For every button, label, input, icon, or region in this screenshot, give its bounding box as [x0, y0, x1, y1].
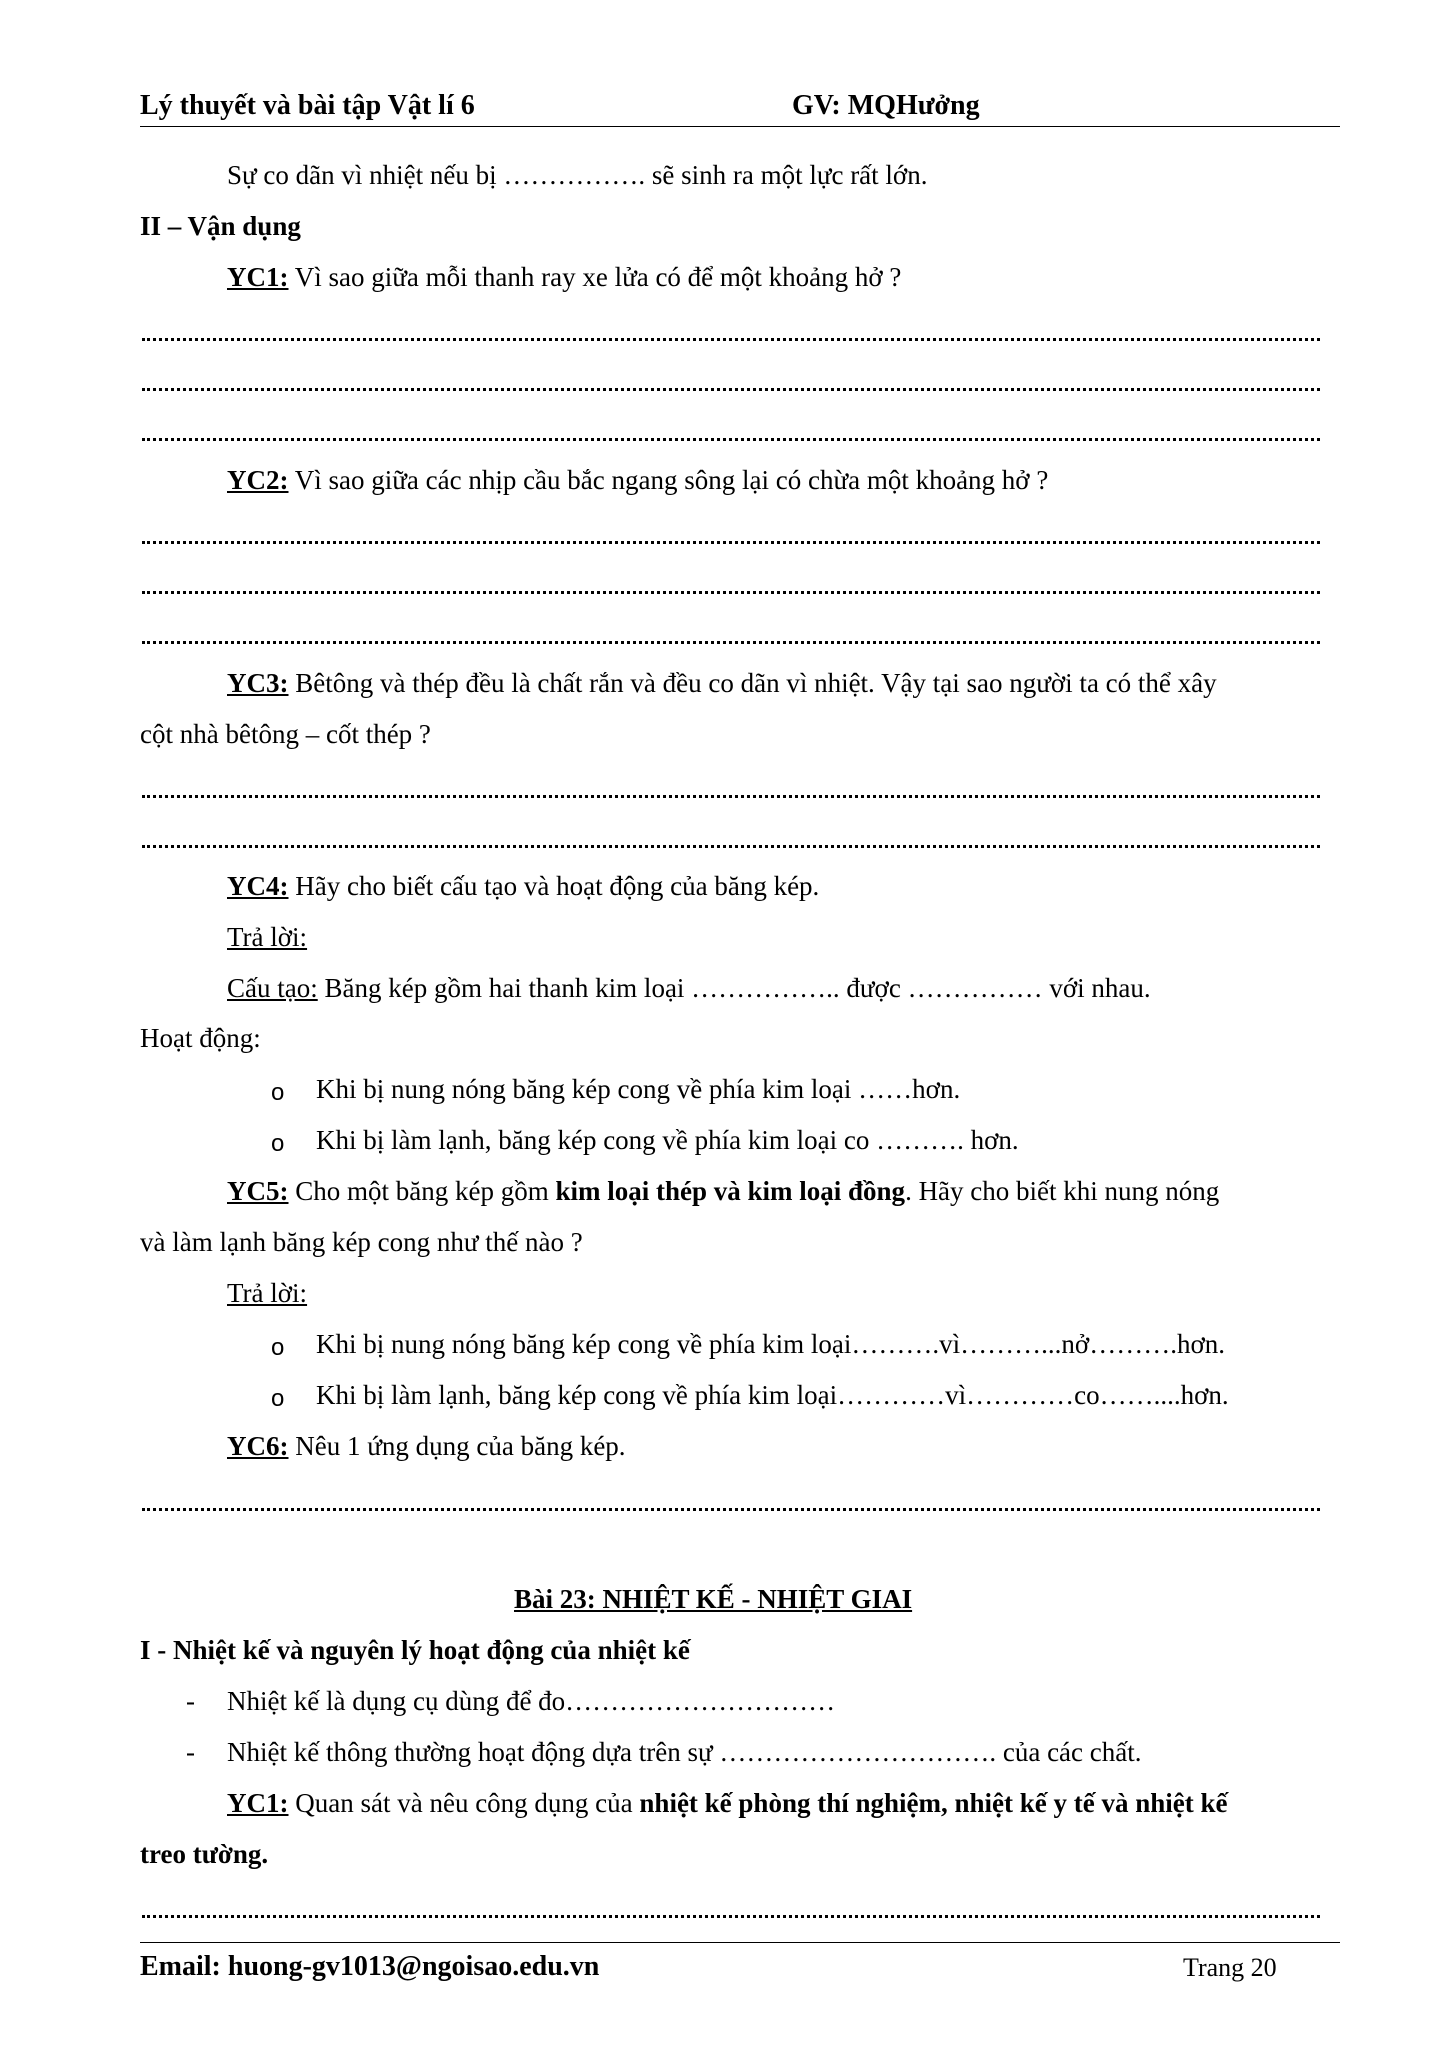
- dash-item: Nhiệt kế là dụng cụ dùng để đo…………………………: [227, 1686, 836, 1716]
- structure-line: [227, 975, 1151, 1002]
- answer-line[interactable]: [142, 591, 1320, 594]
- question-text: Nêu 1 ứng dụng của băng kép.: [288, 1431, 626, 1461]
- question-text: . Hãy cho biết khi nung nóng: [905, 1176, 1220, 1206]
- question-label: YC6:: [227, 1431, 289, 1461]
- answer-line[interactable]: [142, 338, 1320, 341]
- answer-line[interactable]: [142, 1508, 1320, 1511]
- question-yc3-line1: [227, 670, 1320, 697]
- question-yc4: [227, 873, 819, 900]
- bullet-circle-icon: o: [271, 1385, 285, 1412]
- answer-line[interactable]: [142, 1915, 1320, 1918]
- lesson-question-yc1-line2: treo tường.: [140, 1839, 269, 1869]
- header-author: GV: MQHưởng: [792, 90, 980, 121]
- footer-email: Email: huong-gv1013@ngoisao.edu.vn: [140, 1951, 600, 1982]
- question-yc5-line2: và làm lạnh băng kép cong như thế nào ?: [140, 1227, 583, 1257]
- answer-label: Trả lời:: [227, 922, 308, 952]
- bullet-item: Khi bị làm lạnh, băng kép cong về phía kim loại…………vì…………co……....hơn.: [316, 1380, 1229, 1410]
- question-yc1: [227, 264, 901, 291]
- question-text: Hãy cho biết cấu tạo và hoạt động của băng kép.: [288, 871, 820, 901]
- answer-label: Trả lời:: [227, 1278, 308, 1308]
- bullet-circle-icon: o: [271, 1079, 285, 1106]
- question-yc2: [227, 467, 1048, 494]
- section-title-nhiet-ke: I - Nhiệt kế và nguyên lý hoạt động của nhiệt kế: [140, 1635, 690, 1665]
- question-label: YC1:: [227, 262, 289, 292]
- bullet-item: Khi bị làm lạnh, băng kép cong về phía kim loại co ………. hơn.: [316, 1125, 1019, 1155]
- footer-page-number: Trang 20: [1183, 1953, 1277, 1982]
- question-text-bold: kim loại thép và kim loại đồng: [555, 1176, 906, 1206]
- answer-line[interactable]: [142, 541, 1320, 544]
- question-text: Vì sao giữa mỗi thanh ray xe lửa có để một khoảng hở ?: [288, 262, 902, 292]
- activity-label: Hoạt động:: [140, 1023, 261, 1053]
- question-yc5-line1: [227, 1178, 1219, 1205]
- bullet-item: Khi bị nung nóng băng kép cong về phía kim loại ……hơn.: [316, 1074, 961, 1104]
- bullet-circle-icon: o: [271, 1334, 285, 1361]
- question-text: Vì sao giữa các nhịp cầu bắc ngang sông lại có chừa một khoảng hở ?: [288, 465, 1049, 495]
- structure-text: Băng kép gồm hai thanh kim loại …………….. được …………… với nhau.: [317, 973, 1151, 1003]
- question-label: YC1:: [227, 1788, 289, 1818]
- question-text: Cho một băng kép gồm: [288, 1176, 556, 1206]
- question-label: YC2:: [227, 465, 289, 495]
- bullet-circle-icon: o: [271, 1130, 285, 1157]
- answer-line[interactable]: [142, 388, 1320, 391]
- answer-line[interactable]: [142, 641, 1320, 644]
- structure-label: Cấu tạo:: [227, 973, 318, 1003]
- question-yc3-line2: cột nhà bêtông – cốt thép ?: [140, 719, 431, 749]
- bullet-item: Khi bị nung nóng băng kép cong về phía kim loại……….vì………...nở……….hơn.: [316, 1329, 1225, 1359]
- section-title-van-dung: II – Vận dụng: [140, 211, 301, 241]
- answer-line[interactable]: [142, 795, 1320, 798]
- dash-item: Nhiệt kế thông thường hoạt động dựa trên sự …………………………. của các chất.: [227, 1737, 1142, 1767]
- answer-line[interactable]: [142, 845, 1320, 848]
- question-yc6: [227, 1433, 626, 1460]
- footer-rule: [140, 1942, 1340, 1943]
- intro-line: Sự co dãn vì nhiệt nếu bị ……………. sẽ sinh ra một lực rất lớn.: [227, 160, 928, 190]
- lesson-question-yc1-line1: [227, 1790, 1227, 1817]
- header-title: Lý thuyết và bài tập Vật lí 6: [140, 90, 475, 121]
- header-rule: [140, 126, 1340, 127]
- dash-bullet-icon: -: [186, 1737, 195, 1767]
- question-text-bold: nhiệt kế phòng thí nghiệm, nhiệt kế y tế và nhiệt kế: [639, 1788, 1228, 1818]
- lesson-title: Bài 23: NHIỆT KẾ - NHIỆT GIAI: [514, 1584, 913, 1614]
- question-label: YC4:: [227, 871, 289, 901]
- question-text: Bêtông và thép đều là chất rắn và đều co dãn vì nhiệt. Vậy tại sao người ta có thể xây: [288, 668, 1217, 698]
- question-label: YC3:: [227, 668, 289, 698]
- question-label: YC5:: [227, 1176, 289, 1206]
- dash-bullet-icon: -: [186, 1686, 195, 1716]
- question-text: Quan sát và nêu công dụng của: [288, 1788, 640, 1818]
- answer-line[interactable]: [142, 438, 1320, 441]
